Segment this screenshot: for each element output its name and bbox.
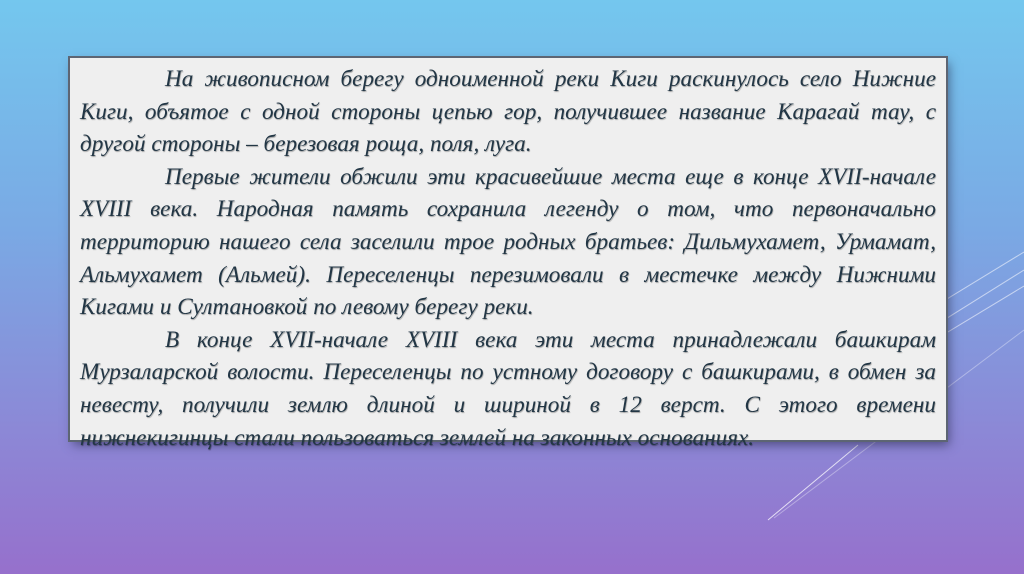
paragraph-1: На живописном берегу одноименной реки Киги раскинулось село Нижние Киги, объятое с одной стороны цепью гор, получившее название Карагай тау, с другой стороны – березовая роща, поля, луга.	[80, 66, 936, 158]
paragraph-3: В конце XVII-начале XVIII века эти места принадлежали башкирам Мурзаларской волости. Переселенцы по устному договору с башкирами, в обмен за невесту, получили землю длиной и шириной в 12 верст. С этого времени нижнекигинцы стали пользоваться землей на законных основаниях.	[80, 326, 936, 451]
paragraph-2: Первые жители обжили эти красивейшие места еще в конце XVII-начале XVIII века. Народная память сохранила легенду о том, что первоначально территорию нашего села заселили трое родных братьев: Дильмухамет, Урмамат, Альмухамет (Альмей). Переселенцы перезимовали в местечке между Нижними Кигами и Султановкой по левому берегу реки.	[80, 163, 936, 321]
text-panel	[70, 58, 946, 451]
diagonal-line-6	[768, 445, 858, 520]
